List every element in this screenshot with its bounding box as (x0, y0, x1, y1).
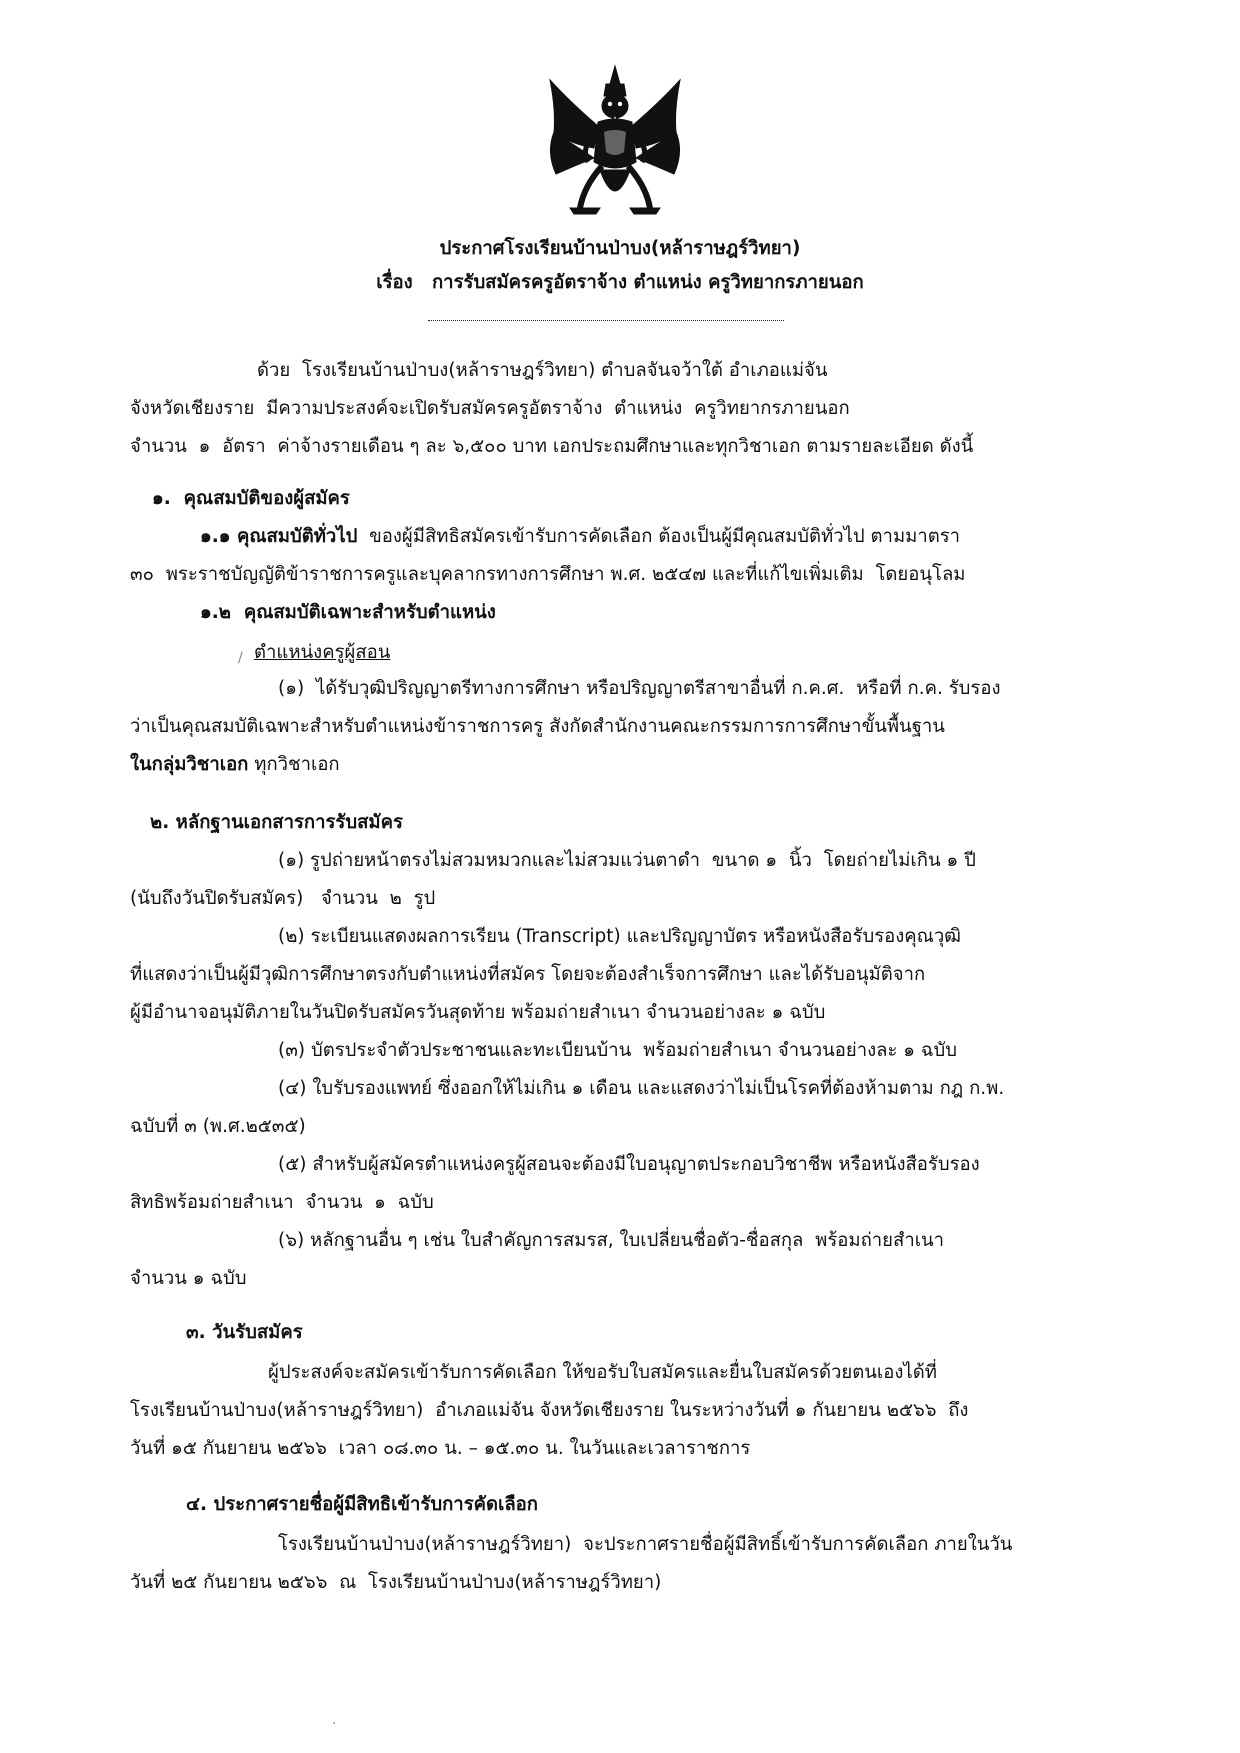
position-label: ตำแหน่งครูผู้สอน (254, 642, 391, 663)
scan-speck: / (238, 650, 243, 666)
section1-1-label: ๑.๑ คุณสมบัติทั่วไป (200, 526, 358, 547)
doc-line: (๖) หลักฐานอื่น ๆ เช่น ใบสำคัญการสมรส, ใบเปลี่ยนชื่อตัว-ชื่อสกุล พร้อมถ่ายสำเนา (278, 1230, 945, 1251)
qual-item-1-line-3 (130, 752, 1130, 778)
doc-line: ผู้มีอำนาจอนุมัติภายในวันปิดรับสมัครวันสุดท้าย พร้อมถ่ายสำเนา จำนวนอย่างละ ๑ ฉบับ (130, 1002, 826, 1023)
section1-1-line-1 (200, 524, 1160, 550)
qual-item-1-line-1: (๑) ได้รับวุฒิปริญญาตรีทางการศึกษา หรือปริญญาตรีสาขาอื่นที่ ก.ค.ศ. หรือที่ ก.ค. รับรอง (278, 678, 1001, 699)
intro-line-3: จำนวน ๑ อัตรา ค่าจ้างรายเดือน ๆ ละ ๖,๕๐๐ บาท เอกประถมศึกษาและทุกวิชาเอก ตามรายละเอียด ดังนี้ (130, 436, 974, 457)
doc-line: (นับถึงวันปิดรับสมัคร) จำนวน ๒ รูป (130, 888, 436, 909)
qual-item-1-bold: ในกลุ่มวิชาเอก (130, 754, 249, 775)
doc-line: ฉบับที่ ๓ (พ.ศ.๒๕๓๕) (130, 1116, 306, 1137)
doc-line: สิทธิพร้อมถ่ายสำเนา จำนวน ๑ ฉบับ (130, 1192, 434, 1213)
announcement-title: ประกาศโรงเรียนบ้านป่าบง(หล้าราษฎร์วิทยา) (439, 238, 801, 259)
intro-line-2: จังหวัดเชียงราย มีความประสงค์จะเปิดรับสมัครครูอัตราจ้าง ตำแหน่ง ครูวิทยากรภายนอก (130, 398, 850, 419)
section1-1-text: ของผู้มีสิทธิสมัครเข้ารับการคัดเลือก ต้องเป็นผู้มีคุณสมบัติทั่วไป ตามมาตรา (357, 526, 961, 547)
announcement-subject: เรื่อง การรับสมัครครูอัตราจ้าง ตำแหน่ง ครูวิทยากรภายนอก (376, 272, 864, 293)
section1-2-label: ๑.๒ คุณสมบัติเฉพาะสำหรับตำแหน่ง (200, 602, 496, 623)
doc-line: (๓) บัตรประจำตัวประชาชนและทะเบียนบ้าน พร้อมถ่ายสำเนา จำนวนอย่างละ ๑ ฉบับ (278, 1040, 958, 1061)
qual-item-1-line-2: ว่าเป็นคุณสมบัติเฉพาะสำหรับตำแหน่งข้าราชการครู สังกัดสำนักงานคณะกรรมการการศึกษาขั้นพื้นฐาน (130, 716, 945, 737)
section2-heading: ๒. หลักฐานเอกสารการรับสมัคร (150, 812, 403, 833)
apply-line: วันที่ ๑๕ กันยายน ๒๕๖๖ เวลา ๐๘.๓๐ น. – ๑๕.๓๐ น. ในวันและเวลาราชการ (130, 1438, 751, 1459)
doc-line: (๒) ระเบียนแสดงผลการเรียน (Transcript) และปริญญาบัตร หรือหนังสือรับรองคุณวุฒิ (278, 926, 961, 947)
section4-heading: ๔. ประกาศรายชื่อผู้มีสิทธิเข้ารับการคัดเลือก (186, 1494, 538, 1515)
intro-line-1: ด้วย โรงเรียนบ้านป่าบง(หล้าราษฎร์วิทยา) ตำบลจันจว้าใต้ อำเภอแม่จัน (257, 360, 828, 381)
section1-heading: ๑. คุณสมบัติของผู้สมัคร (152, 488, 350, 509)
doc-line: (๕) สำหรับผู้สมัครตำแหน่งครูผู้สอนจะต้องมีใบอนุญาตประกอบวิชาชีพ หรือหนังสือรับรอง (278, 1154, 980, 1175)
doc-line: จำนวน ๑ ฉบับ (130, 1268, 247, 1289)
announce-line: วันที่ ๒๕ กันยายน ๒๕๖๖ ณ โรงเรียนบ้านป่าบง(หล้าราษฎร์วิทยา) (130, 1572, 662, 1593)
apply-line: โรงเรียนบ้านป่าบง(หล้าราษฎร์วิทยา) อำเภอแม่จัน จังหวัดเชียงราย ในระหว่างวันที่ ๑ กันยายน ๒๕๖๖ ถึง (130, 1400, 969, 1421)
title-divider (428, 320, 784, 321)
doc-line: ที่แสดงว่าเป็นผู้มีวุฒิการศึกษาตรงกับตำแหน่งที่สมัคร โดยจะต้องสำเร็จการศึกษา และได้รับอนุมัติจาก (130, 964, 926, 985)
scan-speck: · (332, 1716, 337, 1732)
qual-item-1-rest: ทุกวิชาเอก (248, 754, 340, 775)
section3-heading: ๓. วันรับสมัคร (186, 1322, 303, 1343)
garuda-emblem-icon (540, 62, 690, 222)
doc-line: (๔) ใบรับรองแพทย์ ซึ่งออกให้ไม่เกิน ๑ เดือน และแสดงว่าไม่เป็นโรคที่ต้องห้ามตาม กฎ ก.พ. (278, 1078, 1005, 1099)
section1-1-line-2: ๓๐ พระราชบัญญัติข้าราชการครูและบุคลากรทางการศึกษา พ.ศ. ๒๕๔๗ และที่แก้ไขเพิ่มเติม โดยอนุโลม (130, 564, 966, 585)
apply-line: ผู้ประสงค์จะสมัครเข้ารับการคัดเลือก ให้ขอรับใบสมัครและยื่นใบสมัครด้วยตนเองได้ที่ (268, 1362, 937, 1383)
announce-line: โรงเรียนบ้านป่าบง(หล้าราษฎร์วิทยา) จะประกาศรายชื่อผู้มีสิทธิ์เข้ารับการคัดเลือก ภายในวัน (278, 1534, 1013, 1555)
doc-line: (๑) รูปถ่ายหน้าตรงไม่สวมหมวกและไม่สวมแว่นตาดำ ขนาด ๑ นิ้ว โดยถ่ายไม่เกิน ๑ ปี (278, 850, 976, 871)
